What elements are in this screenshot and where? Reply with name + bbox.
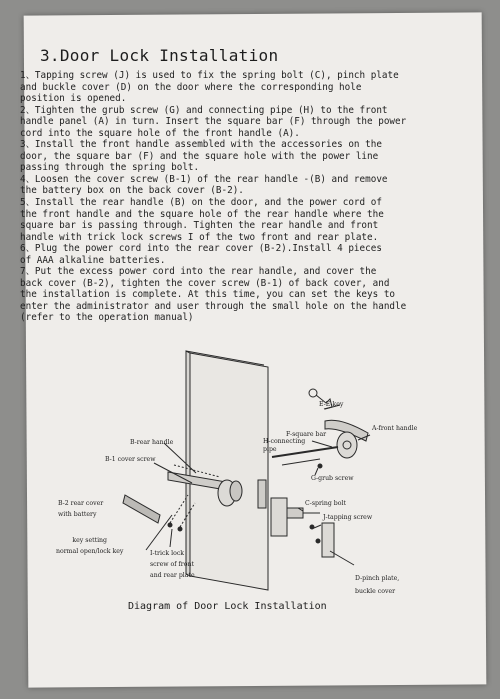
connecting-pipe <box>282 459 320 465</box>
label-i-trick-lock-screw: I-trick lock screw of front and rear plate <box>150 550 195 579</box>
page-title: 3.Door Lock Installation <box>40 46 279 65</box>
instructions <box>20 70 445 324</box>
trick-lock-screw <box>178 527 182 531</box>
label-f-square-bar: F-square bar <box>286 431 327 438</box>
step-3: 3、Install the front handle assembled with the accessories on the door, the square bar (F) and the square hole with the power line passing through the spring bolt. <box>20 139 382 174</box>
tapping-screw <box>316 539 320 543</box>
door-edge <box>186 351 190 576</box>
label-j-tapping-screw: J-tapping screw <box>323 514 373 521</box>
step-4: 4、Loosen the cover screw (B-1) of the rear handle -(B) and remove the battery box on the back cover (B-2). <box>20 173 388 197</box>
door-lock-hole <box>258 480 266 508</box>
label-c-spring-bolt: C-spring bolt <box>305 500 346 507</box>
door-front-face <box>190 353 268 590</box>
exploded-view-drawing <box>20 345 445 605</box>
label-g-grub-screw: G-grub screw <box>311 475 354 482</box>
spring-bolt-plate <box>271 498 287 536</box>
label-b2-rear-cover: B-2 rear cover with battery <box>58 500 104 518</box>
step-2: 2、Tighten the grub screw (G) and connecting pipe (H) to the front handle panel (A) in turn. Insert the square bar (F) through the power cord into the square hole of the front handle (A). <box>20 104 407 139</box>
trick-lock-screw <box>168 523 172 527</box>
label-b-rear-handle: B-rear handle <box>130 439 174 446</box>
label-d-pinch-plate: D-pinch plate, buckle cover <box>355 575 400 595</box>
label-key-setting: key setting normal open/lock key <box>56 537 124 555</box>
label-h-connecting-pipe: H-connecting pipe <box>263 438 306 453</box>
e-key-bow <box>309 389 317 397</box>
rear-handle-collar <box>230 481 242 501</box>
step-7: 7、Put the excess power cord into the rear handle, and cover the back cover (B-2), tighten the cover screw (B-1) of back cover, and the installation is complete. At this time, you can set the keys to enter the administrator and user through the small hole on the handle (refer to the operation manual) <box>20 266 407 324</box>
label-e-key: E-E-key <box>319 401 344 408</box>
tapping-screw <box>310 525 314 529</box>
grub-screw <box>318 464 322 468</box>
rear-cover-battery-box <box>123 495 160 523</box>
step-6: 6、Plug the power cord into the rear cover (B-2).Install 4 pieces of AAA alkaline batteries. <box>20 243 382 266</box>
installation-diagram <box>20 345 445 605</box>
label-a-front-handle: A-front handle <box>372 425 418 432</box>
diagram-caption: Diagram of Door Lock Installation <box>128 601 327 612</box>
front-handle-rose <box>337 432 357 458</box>
step-1: 1、Tapping screw (J) is used to fix the spring bolt (C), pinch plate and buckle cover (D) on the door where the corresponding hole position is opened. <box>20 70 399 105</box>
step-5: 5、Install the rear handle (B) on the door, and the power cord of the front handle and the square hole of the rear handle where the square bar is passing through. Tighten the rear handle and front handle with trick lock screws I of the two front and rear plate. <box>20 197 384 243</box>
label-b1-cover-screw: B-1 cover screw <box>105 456 156 463</box>
